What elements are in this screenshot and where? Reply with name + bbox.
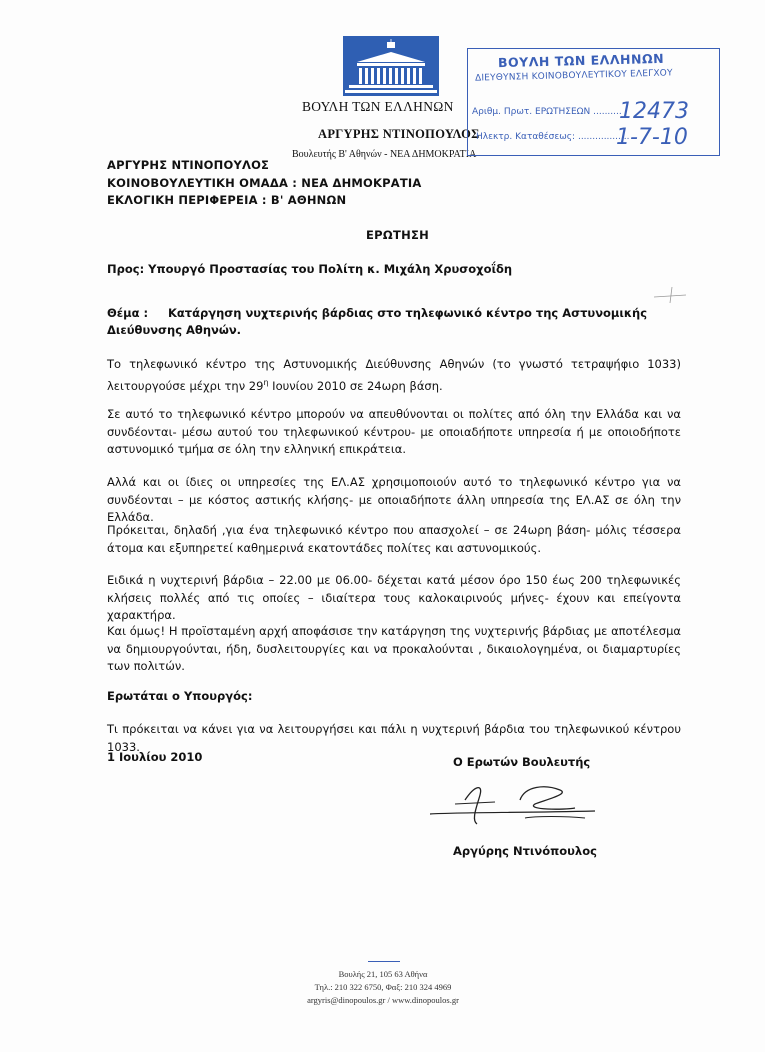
registration-stamp: [467, 48, 720, 156]
subject-label: Θέμα :: [107, 306, 149, 320]
footer-phone: Τηλ.: 210 322 6750, Φαξ: 210 324 4969: [314, 982, 452, 992]
footer-address: Βουλής 21, 105 63 Αθήνα: [338, 969, 428, 979]
handwritten-signature: [425, 780, 600, 830]
paragraph-1-text-b: Ιουνίου 2010 σε 24ωρη βάση.: [268, 378, 443, 393]
parliament-name: ΒΟΥΛΗ ΤΩΝ ΕΛΛΗΝΩΝ: [302, 99, 454, 114]
paragraph-4: Πρόκειται, δηλαδή ,για ένα τηλεφωνικό κέντρο που απασχολεί – σε 24ωρη βάση- μόλις τέσσερα άτομα και εξυπηρετεί καθημερινά εκατοντάδες πολίτες και αστυνομικούς.: [107, 523, 681, 555]
letterhead-mp-name: ΑΡΓΥΡΗΣ ΝΤΙΝΟΠΟΥΛΟΣ: [318, 127, 480, 141]
footer-divider: [368, 961, 400, 962]
parliament-logo-icon: [343, 36, 439, 96]
stamp-title: ΒΟΥΛΗ ΤΩΝ ΕΛΛΗΝΩΝ: [497, 50, 665, 71]
paragraph-1: [107, 356, 681, 395]
paragraph-3: Αλλά και οι ίδιες οι υπηρεσίες της ΕΛ.ΑΣ χρησιμοποιούν αυτό το τηλεφωνικό κέντρο για να συνδέονται – με κόστος αστικής κλήσης- με οποιαδήποτε άλλη υπηρεσία της ΕΛ.ΑΣ σε όλη την Ελλάδα.: [107, 475, 681, 524]
recipient: Προς: Υπουργό Προστασίας του Πολίτη κ. Μιχάλη Χρυσοχοΐδη: [107, 262, 513, 276]
footer-web: argyris@dinopoulos.gr / www.dinopoulos.gr: [307, 995, 459, 1005]
stamp-protocol-number: 12473: [619, 99, 689, 124]
pen-mark-icon: [650, 285, 690, 305]
document-title: ΕΡΩΤΗΣΗ: [366, 228, 430, 242]
paragraph-5: Ειδικά η νυχτερινή βάρδια – 22.00 με 06.00- δέχεται κατά μέσον όρο 150 έως 200 τηλεφωνικές κλήσεις πολλές από τις οποίες – ιδιαίτερα τους καλοκαιρινούς μήνες- έχουν και επείγοντα χαρακτήρα.: [107, 573, 681, 622]
subject: [107, 305, 681, 339]
document-date: 1 Ιουλίου 2010: [107, 750, 203, 764]
question-text: Τι πρόκειται να κάνει για να λειτουργήσει και πάλι η νυχτερινή βάρδια του τηλεφωνικού κέντρου 1033.: [107, 722, 681, 754]
signature-name: Αργύρης Ντινόπουλος: [453, 844, 597, 858]
header-group: ΚΟΙΝΟΒΟΥΛΕΥΤΙΚΗ ΟΜΑΔΑ : ΝΕΑ ΔΗΜΟΚΡΑΤΙΑ: [107, 176, 422, 190]
paragraph-2: Σε αυτό το τηλεφωνικό κέντρο μπορούν να απευθύνονται οι πολίτες από όλη την Ελλάδα και να συνδέονται- μέσω αυτού του τηλεφωνικού κέντρου- με οποιαδήποτε υπηρεσία ή με οποιοδήποτε αστυνομικό τμήμα σε όλη την ελληνική επικράτεια.: [107, 407, 681, 456]
stamp-protocol-label: Αριθμ. Πρωτ. ΕΡΩΤΗΣΕΩΝ ..........: [472, 107, 622, 117]
stamp-date-label: Ηλεκτρ. Καταθέσεως: ..................: [476, 132, 630, 142]
paragraph-1-text-a: Το τηλεφωνικό κέντρο της Αστυνομικής Διεύθυνσης Αθηνών (το γνωστό τετραψήφιο 1033) λειτουργούσε μέχρι την 29: [107, 357, 681, 393]
stamp-submission-date: 1-7-10: [616, 125, 688, 150]
paragraph-1-sup: η: [263, 377, 269, 387]
paragraph-6: Και όμως! Η προϊσταμένη αρχή αποφάσισε την κατάργηση της νυχτερινής βάρδιας με αποτέλεσμα να δημιουργούνται, ήδη, δυσλειτουργίες και να προκαλούνται , δικαιολογημένα, οι διαμαρτυρίες των πολιτών.: [107, 624, 681, 673]
letterhead-mp-role: Βουλευτής Β' Αθηνών - ΝΕΑ ΔΗΜΟΚΡΑΤΙΑ: [292, 149, 477, 160]
header-name: ΑΡΓΥΡΗΣ ΝΤΙΝΟΠΟΥΛΟΣ: [107, 158, 270, 172]
question-heading: Ερωτάται ο Υπουργός:: [107, 689, 253, 703]
subject-text: Κατάργηση νυχτερινής βάρδιας στο τηλεφωνικό κέντρο της Αστυνομικής Διεύθυνσης Αθηνών.: [107, 306, 648, 337]
stamp-department: ΔΙΕΥΘΥΝΣΗ ΚΟΙΝΟΒΟΥΛΕΥΤΙΚΟΥ ΕΛΕΓΧΟΥ: [474, 68, 673, 84]
header-district: ΕΚΛΟΓΙΚΗ ΠΕΡΙΦΕΡΕΙΑ : Β' ΑΘΗΝΩΝ: [107, 193, 347, 207]
signature-label: Ο Ερωτών Βουλευτής: [453, 755, 591, 769]
